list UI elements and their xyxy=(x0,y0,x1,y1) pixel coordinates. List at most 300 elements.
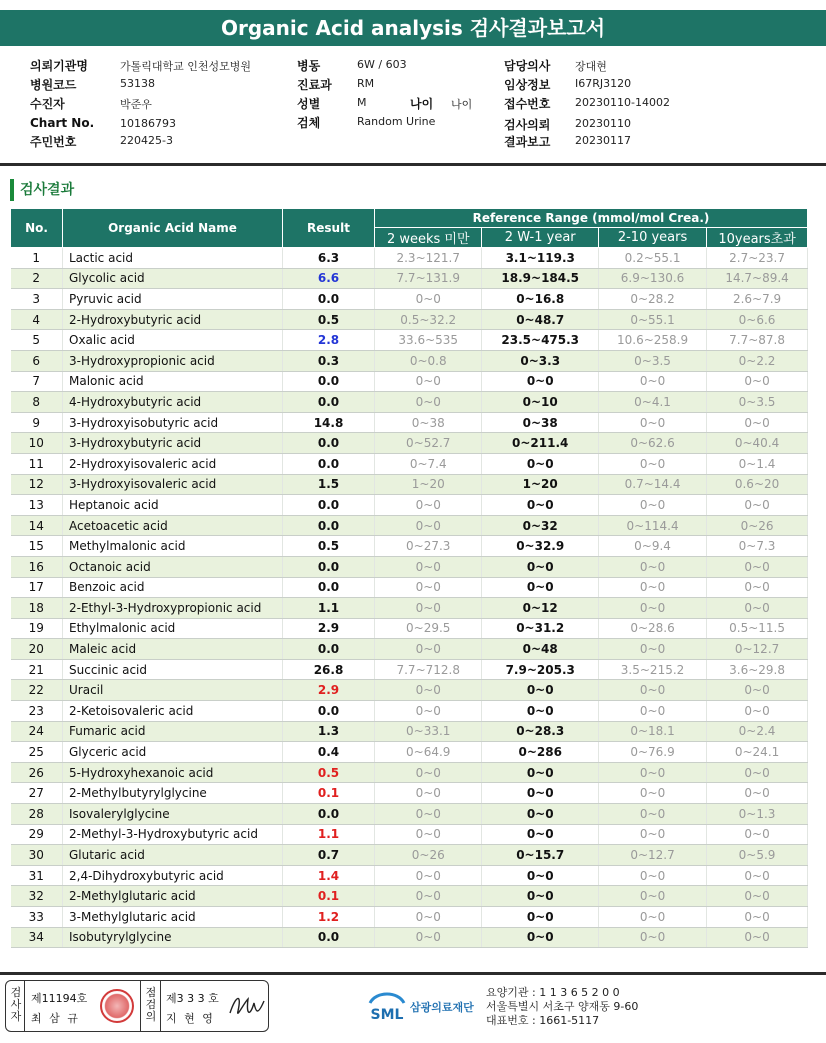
reference-range: 0~1.3 xyxy=(707,804,808,825)
reference-range: 7.7~712.8 xyxy=(375,659,482,680)
acid-name: Maleic acid xyxy=(63,639,283,660)
acid-name: Heptanoic acid xyxy=(63,495,283,516)
reference-range: 0~286 xyxy=(482,742,599,763)
result-value: 0.0 xyxy=(283,371,375,392)
result-value: 0.0 xyxy=(283,577,375,598)
ref-col-3: 2-10 years xyxy=(598,228,706,248)
hospital-code-value: 53138 xyxy=(120,77,155,90)
reference-range: 0~0 xyxy=(598,412,706,433)
table-row xyxy=(11,598,808,619)
row-number: 8 xyxy=(11,392,63,413)
table-row xyxy=(11,639,808,660)
reference-range: 0~0 xyxy=(598,907,706,928)
table-row xyxy=(11,742,808,763)
reference-range: 0~0 xyxy=(598,927,706,948)
reference-range: 0~0 xyxy=(707,886,808,907)
row-number: 16 xyxy=(11,556,63,577)
acid-name: Ethylmalonic acid xyxy=(63,618,283,639)
reference-range: 0~28.2 xyxy=(598,289,706,310)
reference-range: 0~0 xyxy=(707,927,808,948)
reference-range: 0~0 xyxy=(375,701,482,722)
result-value: 14.8 xyxy=(283,412,375,433)
doctor-label: 담당의사 xyxy=(504,59,551,73)
reference-range: 0~0 xyxy=(598,824,706,845)
table-row xyxy=(11,536,808,557)
reference-range: 0~27.3 xyxy=(375,536,482,557)
age-label: 나이 xyxy=(410,97,434,111)
table-row xyxy=(11,783,808,804)
reference-range: 0.5~11.5 xyxy=(707,618,808,639)
result-value: 1.5 xyxy=(283,474,375,495)
header-divider xyxy=(0,163,826,166)
reference-range: 0~0 xyxy=(375,783,482,804)
row-number: 33 xyxy=(11,907,63,928)
reference-range: 0~0 xyxy=(375,598,482,619)
row-number: 18 xyxy=(11,598,63,619)
reference-range: 0~38 xyxy=(375,412,482,433)
section-title: 검사결과 xyxy=(10,179,74,201)
reference-range: 0~5.9 xyxy=(707,845,808,866)
reference-range: 0~76.9 xyxy=(598,742,706,763)
acid-name: Isobutyrylglycine xyxy=(63,927,283,948)
ref-col-1: 2 weeks 미만 xyxy=(375,228,482,248)
row-number: 12 xyxy=(11,474,63,495)
row-number: 9 xyxy=(11,412,63,433)
result-value: 6.3 xyxy=(283,248,375,269)
result-value: 0.0 xyxy=(283,804,375,825)
reference-range: 7.7~87.8 xyxy=(707,330,808,351)
logo-text: 삼광의료재단 xyxy=(410,1001,474,1014)
reference-range: 0~114.4 xyxy=(598,515,706,536)
acid-name: 2-Ketoisovaleric acid xyxy=(63,701,283,722)
reference-range: 0~16.8 xyxy=(482,289,599,310)
reference-range: 0~0 xyxy=(482,886,599,907)
acid-name: 5-Hydroxyhexanoic acid xyxy=(63,762,283,783)
table-row xyxy=(11,309,808,330)
result-value: 0.5 xyxy=(283,536,375,557)
reference-range: 0~0 xyxy=(482,762,599,783)
row-number: 10 xyxy=(11,433,63,454)
table-row xyxy=(11,659,808,680)
table-row xyxy=(11,762,808,783)
result-value: 0.7 xyxy=(283,845,375,866)
result-value: 1.3 xyxy=(283,721,375,742)
reference-range: 0~0 xyxy=(707,371,808,392)
reference-range: 0~0 xyxy=(598,598,706,619)
reference-range: 0~7.3 xyxy=(707,536,808,557)
reference-range: 0~3.3 xyxy=(482,350,599,371)
signature-box xyxy=(5,980,269,1032)
acid-name: 2-Hydroxybutyric acid xyxy=(63,309,283,330)
address: 서울특별시 서초구 양재동 9-60 xyxy=(486,1000,639,1013)
sex-label: 성별 xyxy=(297,97,321,111)
collector-value: 박준우 xyxy=(120,98,152,111)
reference-range: 10.6~258.9 xyxy=(598,330,706,351)
acid-name: Malonic acid xyxy=(63,371,283,392)
table-row xyxy=(11,474,808,495)
acid-name: Oxalic acid xyxy=(63,330,283,351)
acid-name: Glutaric acid xyxy=(63,845,283,866)
reference-range: 0~2.4 xyxy=(707,721,808,742)
table-row xyxy=(11,412,808,433)
result-value: 2.9 xyxy=(283,618,375,639)
patient-info xyxy=(30,55,810,150)
acid-name: 3-Hydroxyisobutyric acid xyxy=(63,412,283,433)
row-number: 2 xyxy=(11,268,63,289)
reference-range: 0~0 xyxy=(482,783,599,804)
row-number: 5 xyxy=(11,330,63,351)
reference-range: 0~26 xyxy=(707,515,808,536)
dept-label: 진료과 xyxy=(297,78,332,92)
reference-range: 2.7~23.7 xyxy=(707,248,808,269)
institution-label: 의뢰기관명 xyxy=(30,59,88,73)
reference-range: 0~211.4 xyxy=(482,433,599,454)
sex-value: M xyxy=(357,96,367,109)
result-value: 0.0 xyxy=(283,701,375,722)
ward-label: 병동 xyxy=(297,59,321,73)
row-number: 31 xyxy=(11,865,63,886)
reference-range: 0~0 xyxy=(598,783,706,804)
reference-range: 0~33.1 xyxy=(375,721,482,742)
reference-range: 0~0 xyxy=(707,783,808,804)
report-title: Organic Acid analysis 검사결과보고서 xyxy=(0,10,826,46)
hospital-code-label: 병원코드 xyxy=(30,78,77,92)
acid-name: 2-Methyl-3-Hydroxybutyric acid xyxy=(63,824,283,845)
reference-range: 0~0 xyxy=(375,680,482,701)
result-value: 0.0 xyxy=(283,289,375,310)
reference-range: 0~62.6 xyxy=(598,433,706,454)
reference-range: 0~0 xyxy=(707,577,808,598)
specimen-label: 검체 xyxy=(297,116,321,130)
reference-range: 0~0 xyxy=(598,804,706,825)
table-row xyxy=(11,824,808,845)
row-number: 23 xyxy=(11,701,63,722)
table-row xyxy=(11,907,808,928)
acid-name: 2-Ethyl-3-Hydroxypropionic acid xyxy=(63,598,283,619)
reference-range: 0~38 xyxy=(482,412,599,433)
reference-range: 0~0 xyxy=(707,865,808,886)
examiner-label: 검사자 xyxy=(10,986,22,1023)
age-value: 나이 xyxy=(451,98,473,111)
result-value: 0.1 xyxy=(283,886,375,907)
acid-name: Glyceric acid xyxy=(63,742,283,763)
reference-range: 1~20 xyxy=(482,474,599,495)
row-number: 34 xyxy=(11,927,63,948)
col-name-header: Organic Acid Name xyxy=(63,209,283,248)
reference-range: 0.2~55.1 xyxy=(598,248,706,269)
reference-range: 0~0 xyxy=(598,453,706,474)
reference-range: 0~24.1 xyxy=(707,742,808,763)
table-row xyxy=(11,371,808,392)
row-number: 20 xyxy=(11,639,63,660)
report-label: 결과보고 xyxy=(504,135,551,149)
reference-range: 0~0 xyxy=(598,371,706,392)
table-row xyxy=(11,845,808,866)
reference-range: 0~0 xyxy=(482,495,599,516)
phone: 대표번호 : 1661-5117 xyxy=(486,1014,600,1027)
reference-range: 0~0 xyxy=(482,927,599,948)
reference-range: 0~0 xyxy=(482,865,599,886)
company-logo xyxy=(366,985,506,1029)
ref-col-4: 10years초과 xyxy=(707,228,808,248)
reference-range: 0~48 xyxy=(482,639,599,660)
acid-name: 3-Hydroxyisovaleric acid xyxy=(63,474,283,495)
ward-value: 6W / 603 xyxy=(357,58,407,71)
reference-range: 7.9~205.3 xyxy=(482,659,599,680)
reference-range: 0~0 xyxy=(375,515,482,536)
reference-range: 0~0 xyxy=(375,495,482,516)
acid-name: Pyruvic acid xyxy=(63,289,283,310)
acid-name: 2-Hydroxyisovaleric acid xyxy=(63,453,283,474)
reference-range: 3.5~215.2 xyxy=(598,659,706,680)
row-number: 26 xyxy=(11,762,63,783)
footer-divider xyxy=(0,972,826,975)
reference-range: 0~0 xyxy=(375,824,482,845)
reference-range: 0~0 xyxy=(375,762,482,783)
table-row xyxy=(11,804,808,825)
request-label: 검사의뢰 xyxy=(504,118,551,132)
reference-range: 0~0 xyxy=(598,865,706,886)
result-value: 0.0 xyxy=(283,433,375,454)
acid-name: Succinic acid xyxy=(63,659,283,680)
reference-range: 0~0 xyxy=(707,495,808,516)
reference-range: 0~0 xyxy=(707,412,808,433)
acid-name: Octanoic acid xyxy=(63,556,283,577)
result-value: 0.5 xyxy=(283,309,375,330)
reference-range: 0~0 xyxy=(482,453,599,474)
row-number: 24 xyxy=(11,721,63,742)
footer-address xyxy=(486,986,638,1028)
row-number: 4 xyxy=(11,309,63,330)
row-number: 27 xyxy=(11,783,63,804)
reference-range: 0~10 xyxy=(482,392,599,413)
row-number: 15 xyxy=(11,536,63,557)
reference-range: 6.9~130.6 xyxy=(598,268,706,289)
row-number: 6 xyxy=(11,350,63,371)
reference-range: 0~0 xyxy=(598,762,706,783)
reference-range: 0~0 xyxy=(482,556,599,577)
resident-value: 220425-3 xyxy=(120,134,173,147)
result-value: 0.0 xyxy=(283,556,375,577)
sml-logo-icon xyxy=(366,989,408,1025)
reference-range: 0~9.4 xyxy=(598,536,706,557)
reference-range: 0~0 xyxy=(375,556,482,577)
reference-range: 0~0 xyxy=(375,804,482,825)
reference-range: 0~0 xyxy=(598,680,706,701)
receipt-label: 접수번호 xyxy=(504,97,551,111)
reference-range: 0~0 xyxy=(707,762,808,783)
reference-range: 3.6~29.8 xyxy=(707,659,808,680)
table-row xyxy=(11,886,808,907)
examiner-number: 제11194호 xyxy=(31,992,88,1005)
table-row xyxy=(11,350,808,371)
reference-range: 0~0 xyxy=(482,701,599,722)
reference-range: 0~0 xyxy=(375,865,482,886)
row-number: 30 xyxy=(11,845,63,866)
reference-range: 0.7~14.4 xyxy=(598,474,706,495)
reference-range: 0~32 xyxy=(482,515,599,536)
reference-range: 23.5~475.3 xyxy=(482,330,599,351)
reference-range: 0~0 xyxy=(598,701,706,722)
reference-range: 0~15.7 xyxy=(482,845,599,866)
reference-range: 0.6~20 xyxy=(707,474,808,495)
reference-range: 0~28.3 xyxy=(482,721,599,742)
row-number: 3 xyxy=(11,289,63,310)
reference-range: 0~4.1 xyxy=(598,392,706,413)
result-value: 2.9 xyxy=(283,680,375,701)
result-value: 0.4 xyxy=(283,742,375,763)
result-value: 0.0 xyxy=(283,639,375,660)
reference-range: 0~48.7 xyxy=(482,309,599,330)
acid-name: 2,4-Dihydroxybutyric acid xyxy=(63,865,283,886)
dept-value: RM xyxy=(357,77,375,90)
reference-range: 0~0 xyxy=(707,701,808,722)
row-number: 1 xyxy=(11,248,63,269)
table-row xyxy=(11,680,808,701)
reference-range: 0~0 xyxy=(482,824,599,845)
reference-range: 0~0 xyxy=(707,556,808,577)
resident-label: 주민번호 xyxy=(30,135,77,149)
result-value: 26.8 xyxy=(283,659,375,680)
reference-range: 0~0 xyxy=(598,556,706,577)
reference-range: 0~26 xyxy=(375,845,482,866)
reference-range: 0~0 xyxy=(375,639,482,660)
reference-range: 0~0 xyxy=(707,680,808,701)
inspector-name: 지 현 영 xyxy=(166,1012,215,1025)
row-number: 32 xyxy=(11,886,63,907)
table-row xyxy=(11,556,808,577)
reference-range: 0~0 xyxy=(375,907,482,928)
reference-range: 14.7~89.4 xyxy=(707,268,808,289)
reference-range: 2.6~7.9 xyxy=(707,289,808,310)
results-table xyxy=(10,208,808,948)
reference-range: 0~7.4 xyxy=(375,453,482,474)
reference-range: 0~28.6 xyxy=(598,618,706,639)
result-value: 1.1 xyxy=(283,598,375,619)
chart-value: 10186793 xyxy=(120,117,176,130)
acid-name: Lactic acid xyxy=(63,248,283,269)
reference-range: 0~1.4 xyxy=(707,453,808,474)
acid-name: Isovalerylglycine xyxy=(63,804,283,825)
table-row xyxy=(11,453,808,474)
reference-range: 0~0 xyxy=(707,824,808,845)
table-row xyxy=(11,433,808,454)
reference-range: 0~52.7 xyxy=(375,433,482,454)
reference-range: 0~31.2 xyxy=(482,618,599,639)
receipt-value: 20230110-14002 xyxy=(575,96,670,109)
acid-name: Glycolic acid xyxy=(63,268,283,289)
logo-mark: SML xyxy=(370,1007,404,1023)
reference-range: 0~0 xyxy=(482,371,599,392)
table-row xyxy=(11,289,808,310)
col-no-header: No. xyxy=(11,209,63,248)
row-number: 19 xyxy=(11,618,63,639)
acid-name: 3-Hydroxypropionic acid xyxy=(63,350,283,371)
result-value: 2.8 xyxy=(283,330,375,351)
reference-range: 0~55.1 xyxy=(598,309,706,330)
reference-range: 0.5~32.2 xyxy=(375,309,482,330)
result-value: 0.0 xyxy=(283,515,375,536)
reference-range: 0~0 xyxy=(375,371,482,392)
col-result-header: Result xyxy=(283,209,375,248)
result-value: 0.0 xyxy=(283,453,375,474)
row-number: 22 xyxy=(11,680,63,701)
doctor-value: 장대현 xyxy=(575,60,607,73)
acid-name: 4-Hydroxybutyric acid xyxy=(63,392,283,413)
reference-range: 0~0 xyxy=(375,927,482,948)
acid-name: 3-Hydroxybutyric acid xyxy=(63,433,283,454)
acid-name: Methylmalonic acid xyxy=(63,536,283,557)
acid-name: Benzoic acid xyxy=(63,577,283,598)
result-value: 0.3 xyxy=(283,350,375,371)
reference-range: 0~2.2 xyxy=(707,350,808,371)
reference-range: 0~3.5 xyxy=(598,350,706,371)
signature-image xyxy=(226,989,266,1023)
reference-range: 0~0 xyxy=(482,680,599,701)
table-row xyxy=(11,392,808,413)
reference-range: 0~40.4 xyxy=(707,433,808,454)
chart-label: Chart No. xyxy=(30,116,95,130)
row-number: 14 xyxy=(11,515,63,536)
result-value: 0.0 xyxy=(283,495,375,516)
result-value: 0.0 xyxy=(283,392,375,413)
report-value: 20230117 xyxy=(575,134,631,147)
reference-range: 0~0 xyxy=(598,577,706,598)
table-row xyxy=(11,515,808,536)
result-value: 0.5 xyxy=(283,762,375,783)
reference-range: 0~0 xyxy=(707,598,808,619)
reference-range: 0~12.7 xyxy=(707,639,808,660)
reference-range: 0~0 xyxy=(482,577,599,598)
clinical-value: I67RJ3120 xyxy=(575,77,632,90)
reference-range: 0~6.6 xyxy=(707,309,808,330)
reference-range: 0~0 xyxy=(375,289,482,310)
row-number: 17 xyxy=(11,577,63,598)
row-number: 28 xyxy=(11,804,63,825)
reference-range: 0~32.9 xyxy=(482,536,599,557)
care-institution: 요양기관 : 1 1 3 6 5 2 0 0 xyxy=(486,986,620,999)
specimen-value: Random Urine xyxy=(357,115,436,128)
reference-range: 33.6~535 xyxy=(375,330,482,351)
result-value: 6.6 xyxy=(283,268,375,289)
reference-range: 0~12 xyxy=(482,598,599,619)
acid-name: Acetoacetic acid xyxy=(63,515,283,536)
reference-range: 0~0 xyxy=(598,639,706,660)
reference-range: 0~0 xyxy=(598,886,706,907)
request-value: 20230110 xyxy=(575,117,631,130)
row-number: 11 xyxy=(11,453,63,474)
table-row xyxy=(11,618,808,639)
reference-range: 0~18.1 xyxy=(598,721,706,742)
table-row xyxy=(11,268,808,289)
inspector-label: 점검의 xyxy=(145,986,157,1023)
reference-range: 0~3.5 xyxy=(707,392,808,413)
table-row xyxy=(11,701,808,722)
reference-range: 2.3~121.7 xyxy=(375,248,482,269)
examiner-name: 최 삼 규 xyxy=(31,1012,80,1025)
table-row xyxy=(11,865,808,886)
acid-name: Fumaric acid xyxy=(63,721,283,742)
acid-name: 2-Methylbutyrylglycine xyxy=(63,783,283,804)
reference-range: 0~12.7 xyxy=(598,845,706,866)
acid-name: 2-Methylglutaric acid xyxy=(63,886,283,907)
reference-range: 0~0 xyxy=(482,804,599,825)
result-value: 0.1 xyxy=(283,783,375,804)
table-row xyxy=(11,330,808,351)
row-number: 21 xyxy=(11,659,63,680)
collector-label: 수진자 xyxy=(30,97,65,111)
table-row xyxy=(11,248,808,269)
